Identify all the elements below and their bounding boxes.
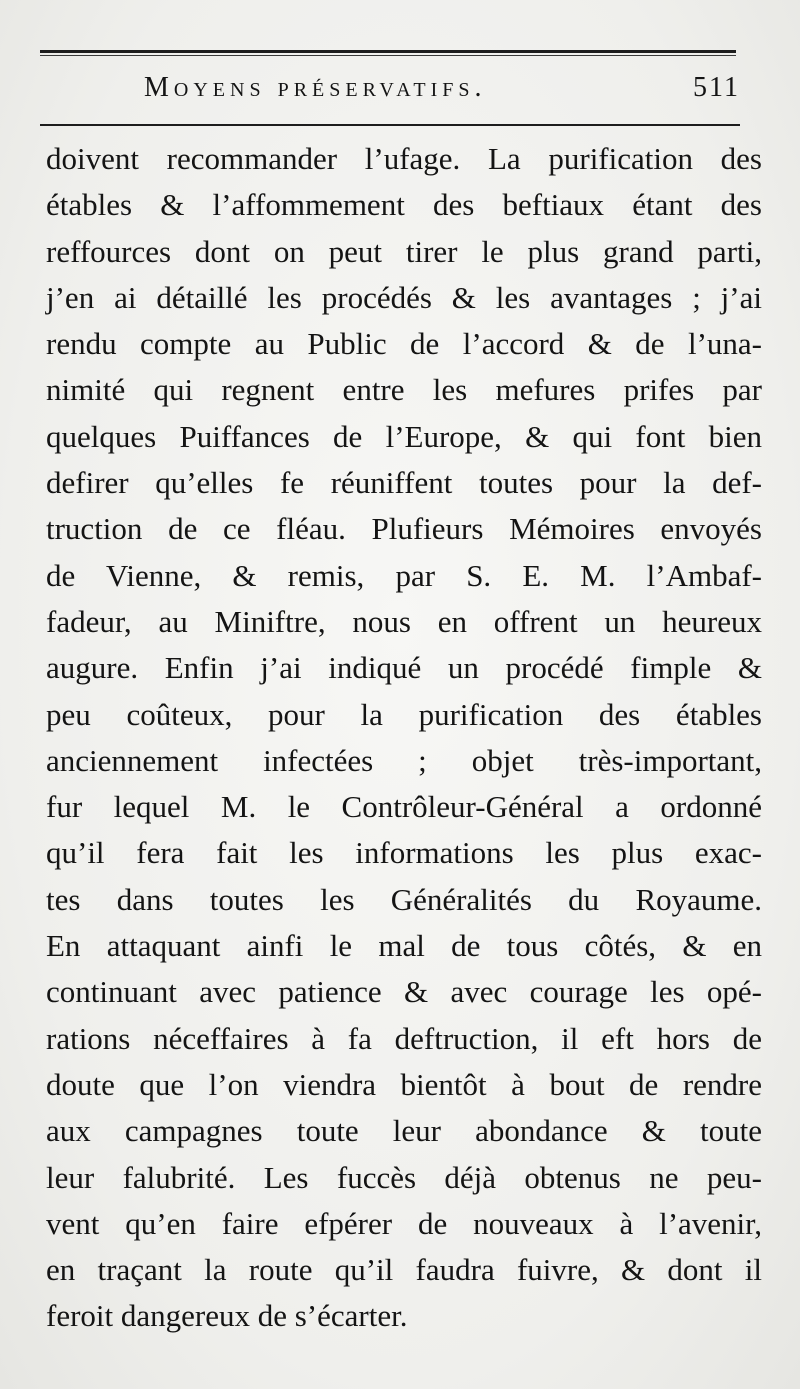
text-line: quelques Puiffances de l’Europe, & qui font bien	[46, 418, 762, 454]
text-line: leur falubrité. Les fuccès déjà obtenus ne peu-	[46, 1159, 762, 1195]
header-bottom-rule	[40, 124, 740, 126]
text-line: vent qu’en faire efpérer de nouveaux à l’avenir,	[46, 1205, 762, 1241]
text-line: augure. Enfin j’ai indiqué un procédé fimple &	[46, 650, 762, 686]
text-line: doivent recommander l’ufage. La purification des	[46, 141, 762, 176]
text-line: nimité qui regnent entre les mefures prifes par	[46, 372, 762, 408]
text-line: aux campagnes toute leur abondance & toute	[46, 1113, 762, 1149]
text-line: tes dans toutes les Généralités du Royaume.	[46, 881, 762, 917]
text-line: rations néceffaires à fa deftruction, il eft hors de	[46, 1020, 762, 1056]
text-line: peu coûteux, pour la purification des étables	[46, 696, 762, 732]
text-line: fadeur, au Miniftre, nous en offrent un heureux	[46, 603, 762, 639]
text-line: rendu compte au Public de l’accord & de l’una-	[46, 326, 762, 362]
text-line: j’en ai détaillé les procédés & les avantages ; j’ai	[46, 279, 762, 315]
text-line: En attaquant ainfi le mal de tous côtés, & en	[46, 928, 762, 964]
header-top-rule-thin	[40, 55, 736, 56]
text-line: continuant avec patience & avec courage les opé-	[46, 974, 762, 1010]
text-line: reffources dont on peut tirer le plus grand parti,	[46, 233, 762, 269]
text-line: fur lequel M. le Contrôleur-Général a ordonné	[46, 789, 762, 825]
text-line: qu’il fera fait les informations les plus exac-	[46, 835, 762, 871]
body-text	[46, 136, 762, 1340]
text-line: en traçant la route qu’il faudra fuivre, & dont il	[46, 1252, 762, 1288]
text-line: anciennement infectées ; objet très-important,	[46, 742, 762, 778]
text-line: defirer qu’elles fe réuniffent toutes pour la def-	[46, 465, 762, 501]
page-number: 511	[693, 72, 740, 103]
text-line-last: feroit dangereux de s’écarter.	[46, 1298, 408, 1334]
text-line: truction de ce fléau. Plufieurs Mémoires envoyés	[46, 511, 762, 547]
header-top-rule	[40, 50, 736, 53]
text-line: étables & l’affommement des beftiaux étant des	[46, 187, 762, 223]
text-line: de Vienne, & remis, par S. E. M. l’Ambaf-	[46, 557, 762, 593]
running-title: Moyens préservatifs.	[144, 72, 487, 103]
text-line: doute que l’on viendra bientôt à bout de rendre	[46, 1066, 762, 1102]
page-header	[40, 68, 740, 112]
